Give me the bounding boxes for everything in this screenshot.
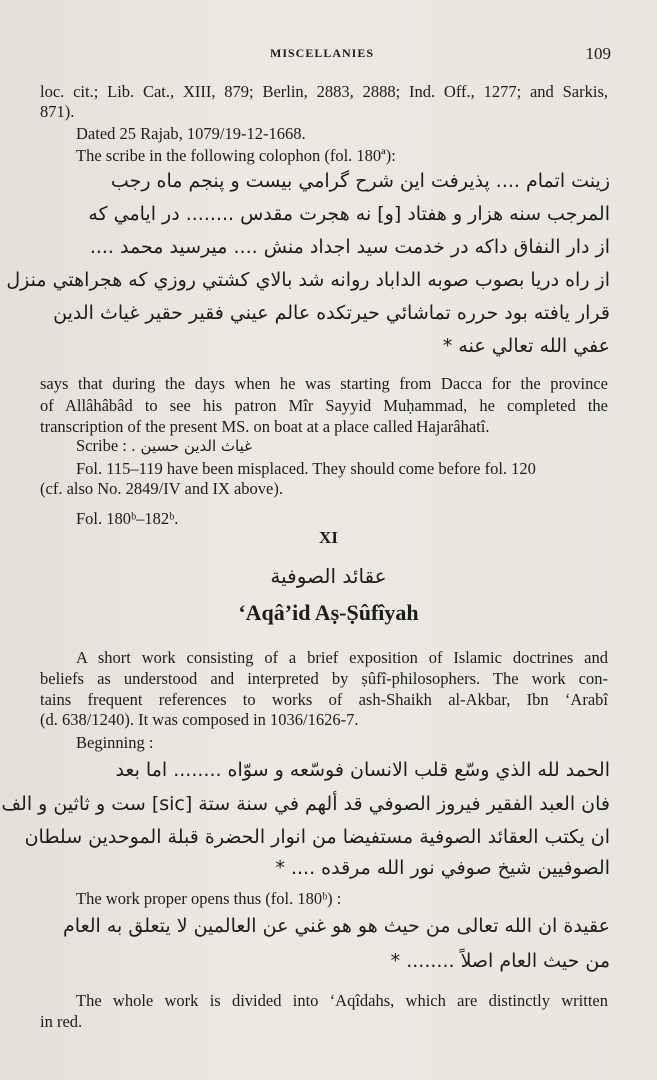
colophon-line-2: المرجب سنه هزار و هفتاد [و] نه هجرت مقدس ........ در ايامي كه	[88, 203, 610, 225]
closing-line-1: The whole work is divided into ‘Aqîdahs, which are distinctly written	[76, 991, 608, 1010]
proper-label: The work proper opens thus (fol. 180ᵇ) :	[76, 889, 342, 908]
beginning-line-1: الحمد لله الذي وسّع قلب الانسان فوسّعه و سوّاه ........ اما بعد	[115, 759, 610, 781]
misplaced-line-1: Fol. 115–119 have been misplaced. They should come before fol. 120	[76, 459, 536, 478]
colophon-line-1: زينت اتمام .... پذيرفت اين شرح گرامي بيست و پنجم ماه رجب	[110, 170, 610, 192]
section-arabic-title: عقائد الصوفية	[270, 564, 387, 588]
narrative-line-3: transcription of the present MS. on boat at a place called Hajarâhatî.	[40, 417, 490, 436]
scribe-line	[76, 436, 646, 456]
citation-line-1: loc. cit.; Lib. Cat., XIII, 879; Berlin, 2883, 2888; Ind. Off., 1277; and Sarkis,	[40, 82, 608, 101]
section-title: ‘Aqâ’id Aṣ-Ṣûfîyah	[238, 600, 419, 625]
closing-line-2: in red.	[40, 1012, 83, 1031]
proper-line-2: من حيث العام اصلاً ........ *	[390, 950, 610, 972]
beginning-line-2: فان العبد الفقير فيروز الصوفي قد ألهم في سنة ستة [sic] ست و ثاثين و الف	[1, 793, 610, 815]
section-number: XI	[319, 528, 338, 547]
misplaced-line-2: (cf. also No. 2849/IV and IX above).	[40, 479, 284, 498]
narrative-line-2: of Allâhâbâd to see his patron Mîr Sayyid Muḥammad, he completed the	[40, 396, 608, 415]
beginning-line-3: ان يكتب العقائد الصوفية مستفيضا من انوار الحضرة قبلة الموحدين سلطان	[24, 826, 610, 848]
description-line-4: (d. 638/1240). It was composed in 1036/1626-7.	[40, 710, 359, 729]
dated-line: Dated 25 Rajab, 1079/19-12-1668.	[76, 124, 306, 143]
page-header	[0, 44, 657, 66]
scribe-intro-line: The scribe in the following colophon (fol. 180ª):	[76, 146, 396, 165]
colophon-line-3: از دار النفاق داكه در خدمت سيد اجداد منش .... ميرسيد محمد ....	[89, 236, 610, 258]
narrative-line-1: says that during the days when he was starting from Dacca for the province	[40, 374, 608, 393]
colophon-line-6: عفي الله تعالي عنه *	[442, 335, 610, 357]
scribe-label: Scribe :	[76, 436, 131, 455]
description-line-1: A short work consisting of a brief exposition of Islamic doctrines and	[76, 648, 608, 667]
beginning-line-4: الصوفيين شيخ صوفي نور الله مرقده .... *	[275, 857, 610, 879]
running-head: MISCELLANIES	[270, 46, 375, 60]
beginning-label: Beginning :	[76, 733, 154, 752]
description-line-3: tains frequent references to works of ash-Shaikh al-Akbar, Ibn ‘Arabî	[40, 690, 608, 709]
description-line-2: beliefs as understood and interpreted by ṣûfî-philosophers. The work con-	[40, 669, 608, 688]
page-number: 109	[585, 44, 611, 63]
colophon-line-5: قرار يافته بود حرره تماشائي حيرتكده عالم عيني فقير حقير غياث الدين	[53, 302, 610, 324]
colophon-line-4: از راه دريا بصوب صوبه الداباد روانه شد بالاي كشتي روزي كه هجراهتي منزل	[6, 269, 610, 291]
citation-line-2: 871).	[40, 102, 75, 121]
folio-range-line: Fol. 180ᵇ–182ᵇ.	[76, 509, 179, 528]
scribe-name: غياث الدين حسين .	[131, 437, 252, 455]
proper-line-1: عقيدة ان الله تعالى من حيث هو هو غني عن العالمين لا يتعلق به العام	[63, 915, 610, 937]
